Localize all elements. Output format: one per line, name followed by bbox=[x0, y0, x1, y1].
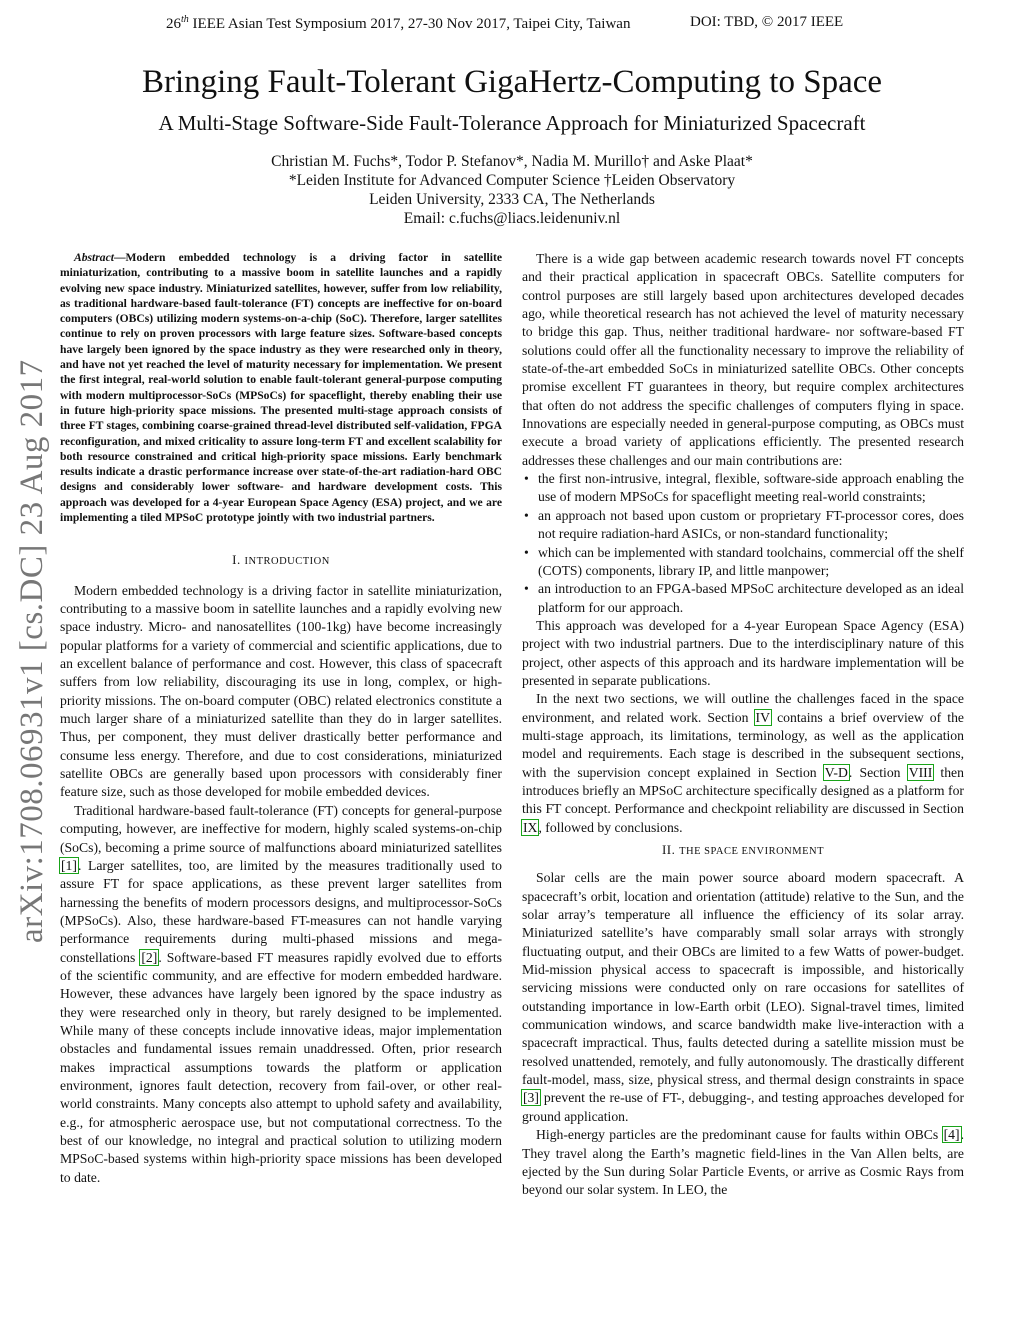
section-heading-introduction: I. INTRODUCTION bbox=[232, 552, 330, 568]
section-link[interactable]: IX bbox=[523, 819, 538, 835]
intro-paragraph-2: Traditional hardware-based fault-tolerance (FT) concepts for general-purpose computing, however, are ineffective for modern, highly scaled systems-on-chip (SoCs), becoming a prime source of malfunctions aboard miniaturized satellites [1]. Larger satellites, too, are limited by the measures traditionally used to assure FT for space applications, as these prevent larger satellites from harnessing the benefits of modern processors designs, and multiprocessor-SoCs (MPSoCs). Also, these hardware-based FT-measures can not handle varying performance requirements during multi-phased missions and mega-constellations [2]. Software-based FT measures rapidly evolved due to efforts of the scientific community, and are effective for modern embedded hardware. However, these advances have largely been ignored by the space industry as they were researched only in theory, but rarely designed to be implemented. While many of these concepts include innovative ideas, major implementation obstacles and fundamental issues remain unaddressed. Often, prior research makes impractical assumptions towards the platform or application environment, ignores fault detection, recovery from fail-over, or other real-world constraints. Many concepts also attempt to uphold safety and availability, e.g., for atmospheric aerospace use, but not computational correctness. To the best of our knowledge, no integral and practical solution to utilizing modern MPSoC-based systems within high-priority space missions has been developed to date. bbox=[60, 802, 502, 1185]
doi-line: DOI: TBD, © 2017 IEEE bbox=[690, 14, 844, 30]
left-column bbox=[60, 250, 502, 1187]
right-paragraph-5: High-energy particles are the predominant cause for faults within OBCs [4]. They travel along the Earth’s magnetic field-lines in the Van Allen belts, are ejected by the Sun during Solar Particle Events, or arrive as Cosmic Rays from beyond our solar system. In LEO, the bbox=[522, 1127, 964, 1198]
section-link[interactable]: VIII bbox=[908, 764, 933, 780]
citation-link[interactable]: [3] bbox=[523, 1090, 539, 1106]
arxiv-stamp: arXiv:1708.06931v1 [cs.DC] 23 Aug 2017 bbox=[14, 359, 50, 943]
list-item: • an approach not based upon custom or proprietary FT-processor cores, does not require radiation-hard ASICs, or non-standard functionality; bbox=[522, 507, 964, 544]
conference-line: 26th IEEE Asian Test Symposium 2017, 27-30 Nov 2017, Taipei City, Taiwan bbox=[166, 14, 631, 32]
right-paragraph-3: In the next two sections, we will outline the challenges faced in the space environment, and related work. Section IV contains a brief overview of the multi-stage approach, its limitations, terminology, as well as the application model and requirements. Each stage is described in the subsequent sections, with the supervision concept explained in Section V-D. Section VIII then introduces briefly an MPSoC architecture specifically designed as a platform for this FT concept. Performance and checkpoint reliability are discussed in Section IX, followed by conclusions. bbox=[522, 691, 964, 835]
author-block bbox=[0, 152, 1024, 228]
paper-subtitle: A Multi-Stage Software-Side Fault-Tolerance Approach for Miniaturized Spacecraft bbox=[158, 111, 866, 135]
author-names: Christian M. Fuchs*, Todor P. Stefanov*, Nadia M. Murillo† and Aske Plaat* bbox=[271, 153, 753, 170]
right-paragraph-1: There is a wide gap between academic research towards novel FT concepts and their practical application in spacecraft OBCs. Satellite computers for control purposes are still largely based upon architectures developed decades ago, while theoretical research has not achieved the level of maturity necessary to bridge this gap. Thus, neither traditional hardware- nor software-based FT solutions could offer all the functionality necessary to improve the reliability of state-of-the-art embedded SoCs in miniaturized satellite OBCs. Other concepts promise excellent FT guarantees in theory, but require complex architectures that often do not address the specific challenges of computers flying in space. Innovations are especially needed in general-purpose computing, as OBCs must execute a broad variety of applications efficiently. The presented research addresses these challenges and our main contributions are: bbox=[522, 251, 964, 468]
section-link[interactable]: IV bbox=[755, 709, 770, 725]
list-item: • which can be implemented with standard toolchains, commercial off the shelf (COTS) components, library IP, and little manpower; bbox=[522, 544, 964, 581]
section-link[interactable]: V-D bbox=[824, 764, 848, 780]
paper-title: Bringing Fault-Tolerant GigaHertz-Computing to Space bbox=[141, 64, 883, 100]
abstract-text: —Modern embedded technology is a driving factor in satellite miniaturization, contributing to a massive boom in satellite launches and a rapidly evolving new space industry. Miniaturized satellites, however, suffer from low reliability, as traditional hardware-based fault-tolerance (FT) concepts are ineffective for on-board computers (OBCs) utilizing modern systems-on-a-chip (SoC). Therefore, larger satellites continue to rely on proven processors with large feature sizes. Software-based concepts have largely been ignored by the space industry as they were researched only in theory, and have not yet reached the level of maturity necessary for implementation. We present the first integral, real-world solution to enable fault-tolerant general-purpose computing with modern multiprocessor-SoCs (MPSoCs) for spaceflight, thereby enabling their use in future high-priority space missions. The presented multi-stage approach consists of three FT stages, combining coarse-grained thread-level distributed self-validation, FPGA reconfiguration, and mixed criticality to assure long-term FT and excellent scalability for both resource constrained and critical high-priority space missions. Early benchmark results indicate a drastic performance increase over state-of-the-art radiation-hard OBC designs and considerably lower software- and hardware development costs. This approach was developed for a 4-year European Space Agency (ESA) project, and we are implementing a tiled MPSoC prototype jointly with two industrial partners. bbox=[60, 251, 502, 525]
list-item: • an introduction to an FPGA-based MPSoC architecture developed as an ideal platform for our approach. bbox=[522, 580, 964, 617]
intro-paragraph-1: Modern embedded technology is a driving factor in satellite miniaturization, contributing to a massive boom in satellite launches and a rapidly evolving new space industry. Micro- and nanosatellites (100-1kg) have become increasingly popular platforms for a variety of commercial and scientific applications, due to an excellent balance of performance and cost. However, this class of spacecraft suffers from low reliability, discouraging its use in long, complex, or high-priority missions. The on-board computer (OBC) related electronics constitute a much larger share of a miniaturized satellite than they do in larger satellites. Thus, per component, they must deliver drastically better performance and consume less energy. Therefore, and due to cost considerations, miniaturized satellite OBCs are generally based upon processors with considerably finer feature size, such as those developed for mobile embedded devices. bbox=[60, 582, 502, 800]
author-address: Leiden University, 2333 CA, The Netherlands bbox=[369, 191, 655, 208]
abstract bbox=[60, 250, 502, 525]
citation-link[interactable]: [2] bbox=[141, 949, 158, 965]
list-item: • the first non-intrusive, integral, flexible, software-side approach enabling the use of modern MPSoCs for spaceflight meeting real-world constraints; bbox=[522, 470, 964, 507]
citation-link[interactable]: [4] bbox=[943, 1127, 960, 1143]
right-column bbox=[522, 250, 964, 1200]
citation-link[interactable]: [1] bbox=[61, 857, 77, 873]
right-paragraph-2: This approach was developed for a 4-year European Space Agency (ESA) project with two industrial partners. Due to the interdisciplinary nature of this project, other aspects of this approach and its hardware implementation will be presented in separate publications. bbox=[522, 617, 964, 688]
right-paragraph-4: Solar cells are the main power source aboard modern spacecraft. A spacecraft’s orbit, location and orientation (attitude) relative to the Sun, and the solar array’s temperature all influence the efficiency of its solar array. Miniaturized satellite’s have comparably small solar arrays with strongly fluctuating output, and their OBCs are limited to a few Watts of power-budget. Mid-mission physical access to spacecraft is impossible, and historically servicing missions were conducted only on rare occasions for satellites of outstanding importance in low-Earth orbit (LEO). Signal-travel times, limited communication windows, and scarce bandwidth make live-interaction with a spacecraft impractical. Thus, faults detected during a satellite mission must be resolved unattended, remotely, and fully autonomously. The drastically different fault-model, mass, size, physical stress, and thermal design constraints in space [3] prevent the re-use of FT-, debugging-, and testing approaches developed for ground application. bbox=[522, 870, 964, 1124]
abstract-lead: Abstract bbox=[74, 251, 114, 264]
contributions-list bbox=[522, 470, 964, 617]
section-heading-space-environment: II. THE SPACE ENVIRONMENT bbox=[661, 842, 825, 857]
author-email: Email: c.fuchs@liacs.leidenuniv.nl bbox=[403, 210, 621, 227]
author-affiliation: *Leiden Institute for Advanced Computer Science †Leiden Observatory bbox=[288, 172, 736, 189]
